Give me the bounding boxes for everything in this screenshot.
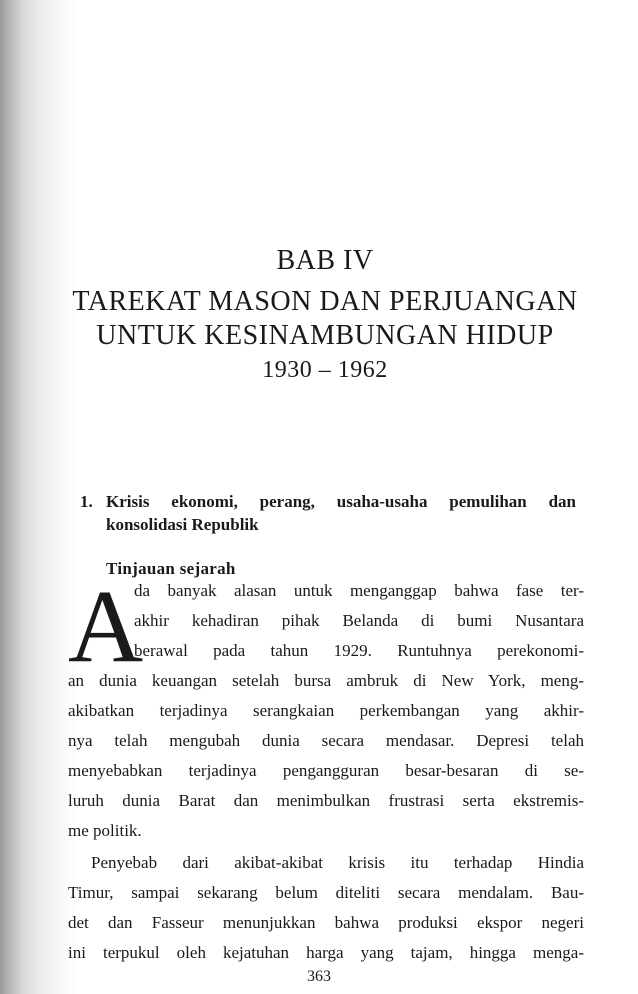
paragraph-1-line: berawal pada tahun 1929. Runtuhnya perekonomi- [134, 641, 584, 660]
paragraph-2-line: det dan Fasseur menunjukkan bahwa produksi ekspor negeri [68, 913, 584, 932]
drop-cap: A [68, 569, 144, 684]
paragraph-1-line: me politik. [68, 821, 142, 840]
subsection-title: Tinjauan sejarah [106, 559, 236, 578]
chapter-title-line-1: TAREKAT MASON DAN PERJUANGAN [72, 286, 578, 317]
paragraph-1-line: an dunia keuangan setelah bursa ambruk di New York, meng- [68, 671, 584, 690]
chapter-title-line-2: UNTUK KESINAMBUNGAN HIDUP [96, 320, 554, 351]
paragraph-1-line: da banyak alasan untuk menganggap bahwa fase ter- [134, 581, 584, 600]
section-title-line-1: Krisis ekonomi, perang, usaha-usaha pemulihan dan [106, 492, 576, 511]
section-title-line-2: konsolidasi Republik [106, 515, 259, 534]
paragraph-1-line: luruh dunia Barat dan menimbulkan frustrasi serta ekstremis- [68, 791, 584, 810]
paragraph-1-line: akhir kehadiran pihak Belanda di bumi Nusantara [134, 611, 584, 630]
paragraph-2-line: Penyebab dari akibat-akibat krisis itu terhadap Hindia [91, 853, 584, 872]
chapter-years: 1930 – 1962 [262, 357, 388, 383]
paragraph-2-line: Timur, sampai sekarang belum diteliti secara mendalam. Bau- [68, 883, 584, 902]
paragraph-1-line: menyebabkan terjadinya pengangguran besar-besaran di se- [68, 761, 584, 780]
chapter-label: BAB IV [276, 245, 374, 276]
section-number: 1. [80, 492, 93, 511]
page-number: 363 [307, 968, 331, 985]
paragraph-1-line: nya telah mengubah dunia secara mendasar. Depresi telah [68, 731, 584, 750]
paragraph-2-line: ini terpukul oleh kejatuhan harga yang tajam, hingga menga- [68, 943, 584, 962]
paragraph-1-line: akibatkan terjadinya serangkaian perkembangan yang akhir- [68, 701, 584, 720]
